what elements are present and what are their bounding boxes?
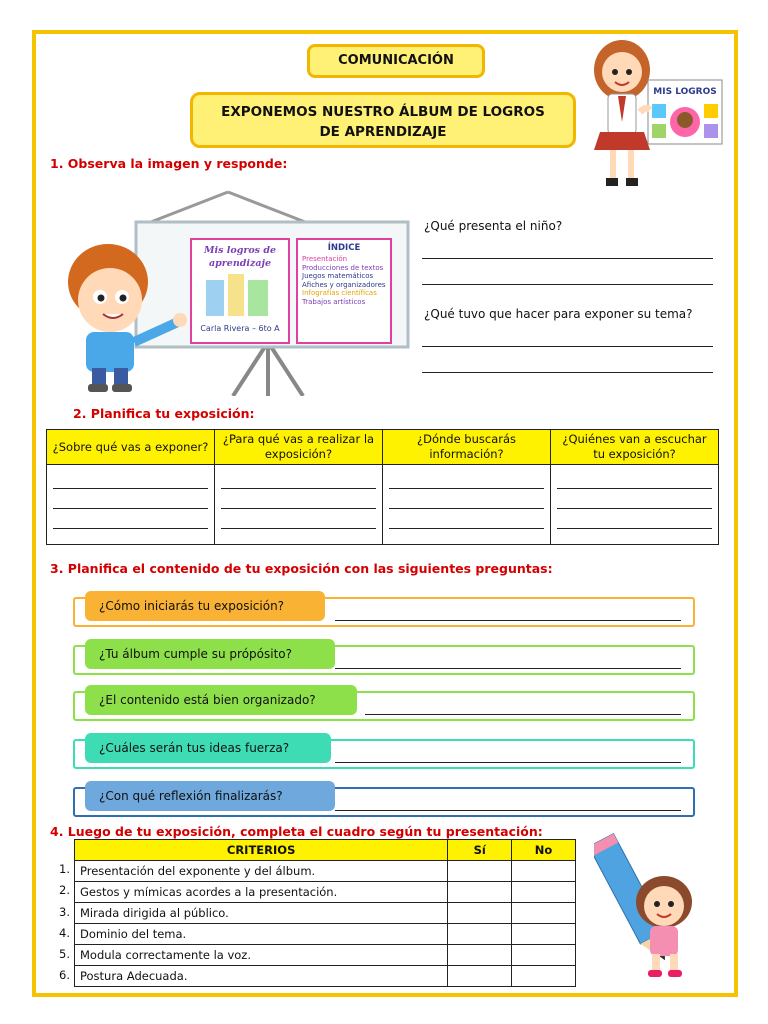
content-question-label: ¿Cómo iniciarás tu exposición? [85, 591, 325, 621]
content-question-label: ¿Tu álbum cumple su própósito? [85, 639, 335, 669]
no-cell[interactable] [512, 924, 576, 945]
index-item: Presentación [302, 255, 348, 263]
index-title: ÍNDICE [327, 243, 361, 253]
answer-line[interactable] [365, 714, 681, 715]
girl-holding-album-illustration [580, 32, 730, 192]
album-cover-title: Mis logros de aprendizaje [203, 245, 277, 269]
album-index-panel [296, 238, 392, 344]
yes-cell[interactable] [448, 966, 512, 987]
answer-line[interactable] [335, 762, 681, 763]
content-question-label: ¿El contenido está bien organizado? [85, 685, 357, 715]
row-number: 5. [59, 947, 70, 961]
section1-heading: 1. Observa la imagen y responde: [50, 156, 288, 171]
criterion-text: Postura Adecuada. [75, 966, 448, 987]
presentation-board-illustration [58, 182, 418, 396]
answer-line[interactable] [422, 258, 713, 259]
row-number: 2. [59, 883, 70, 897]
criterion-text: Dominio del tema. [75, 924, 448, 945]
question-what-presents: ¿Qué presenta el niño? [424, 219, 563, 233]
answer-line[interactable] [422, 346, 713, 347]
yes-cell[interactable] [448, 924, 512, 945]
content-question-row [73, 739, 695, 769]
content-question-row [73, 691, 695, 721]
plan-answer-cell[interactable] [551, 465, 719, 545]
answer-line[interactable] [335, 620, 681, 621]
album-cover-caption: Carla Rivera – 6to A [200, 324, 280, 333]
plan-answer-cell[interactable] [47, 465, 215, 545]
plan-col-header: ¿Para qué vas a realizar la exposición? [215, 430, 383, 465]
album-cover-panel [190, 238, 290, 344]
no-cell[interactable] [512, 945, 576, 966]
criterion-text: Modula correctamente la voz. [75, 945, 448, 966]
answer-line[interactable] [335, 810, 681, 811]
plan-answer-cell[interactable] [383, 465, 551, 545]
table-row [75, 882, 576, 903]
no-cell[interactable] [512, 966, 576, 987]
criteria-table [74, 839, 576, 987]
no-header: No [512, 840, 576, 861]
answer-line[interactable] [422, 284, 713, 285]
index-item: Afiches y organizadores [302, 280, 386, 289]
content-question-row [73, 597, 695, 627]
criteria-header: CRITERIOS [75, 840, 448, 861]
content-question-label: ¿Con qué reflexión finalizarás? [85, 781, 335, 811]
page-title [190, 92, 576, 148]
section2-heading: 2. Planifica tu exposición: [73, 406, 255, 421]
table-row [75, 945, 576, 966]
yes-cell[interactable] [448, 945, 512, 966]
no-cell[interactable] [512, 861, 576, 882]
yes-header: Sí [448, 840, 512, 861]
answer-line[interactable] [335, 668, 681, 669]
criterion-text: Gestos y mímicas acordes a la presentación. [75, 882, 448, 903]
index-item: Trabajos artísticos [302, 297, 366, 306]
table-row [75, 861, 576, 882]
row-number: 4. [59, 926, 70, 940]
plan-col-header: ¿Sobre qué vas a exponer? [47, 430, 215, 465]
no-cell[interactable] [512, 882, 576, 903]
plan-table [46, 429, 719, 545]
page-title-line2: DE APRENDIZAJE [319, 124, 447, 140]
section3-heading: 3. Planifica el contenido de tu exposición con las siguientes preguntas: [50, 561, 553, 576]
index-item: Juegos matemáticos [302, 272, 374, 280]
question-what-did: ¿Qué tuvo que hacer para exponer su tema? [424, 307, 693, 321]
girl-with-pencil-illustration [594, 832, 714, 980]
section4-heading: 4. Luego de tu exposición, completa el cuadro según tu presentación: [50, 824, 543, 839]
content-question-row [73, 645, 695, 675]
badge-small-text: MIS LOGROS [653, 87, 717, 97]
table-row [75, 966, 576, 987]
table-row [75, 924, 576, 945]
page-title-line1: EXPONEMOS NUESTRO ÁLBUM DE LOGROS [221, 104, 545, 120]
content-question-row [73, 787, 695, 817]
no-cell[interactable] [512, 903, 576, 924]
row-number: 6. [59, 968, 70, 982]
row-number: 3. [59, 905, 70, 919]
table-row [75, 903, 576, 924]
yes-cell[interactable] [448, 861, 512, 882]
yes-cell[interactable] [448, 882, 512, 903]
plan-answer-cell[interactable] [215, 465, 383, 545]
row-number: 1. [59, 862, 70, 876]
plan-col-header: ¿Dónde buscarás información? [383, 430, 551, 465]
subject-label: COMUNICACIÓN [307, 44, 485, 78]
books-icon [200, 270, 280, 320]
criterion-text: Mirada dirigida al público. [75, 903, 448, 924]
plan-col-header: ¿Quiénes van a escuchar tu exposición? [551, 430, 719, 465]
yes-cell[interactable] [448, 903, 512, 924]
index-item: Producciones de textos [302, 263, 384, 272]
index-item: Infografías científicas [302, 289, 377, 297]
criterion-text: Presentación del exponente y del álbum. [75, 861, 448, 882]
answer-line[interactable] [422, 372, 713, 373]
content-question-label: ¿Cuáles serán tus ideas fuerza? [85, 733, 331, 763]
